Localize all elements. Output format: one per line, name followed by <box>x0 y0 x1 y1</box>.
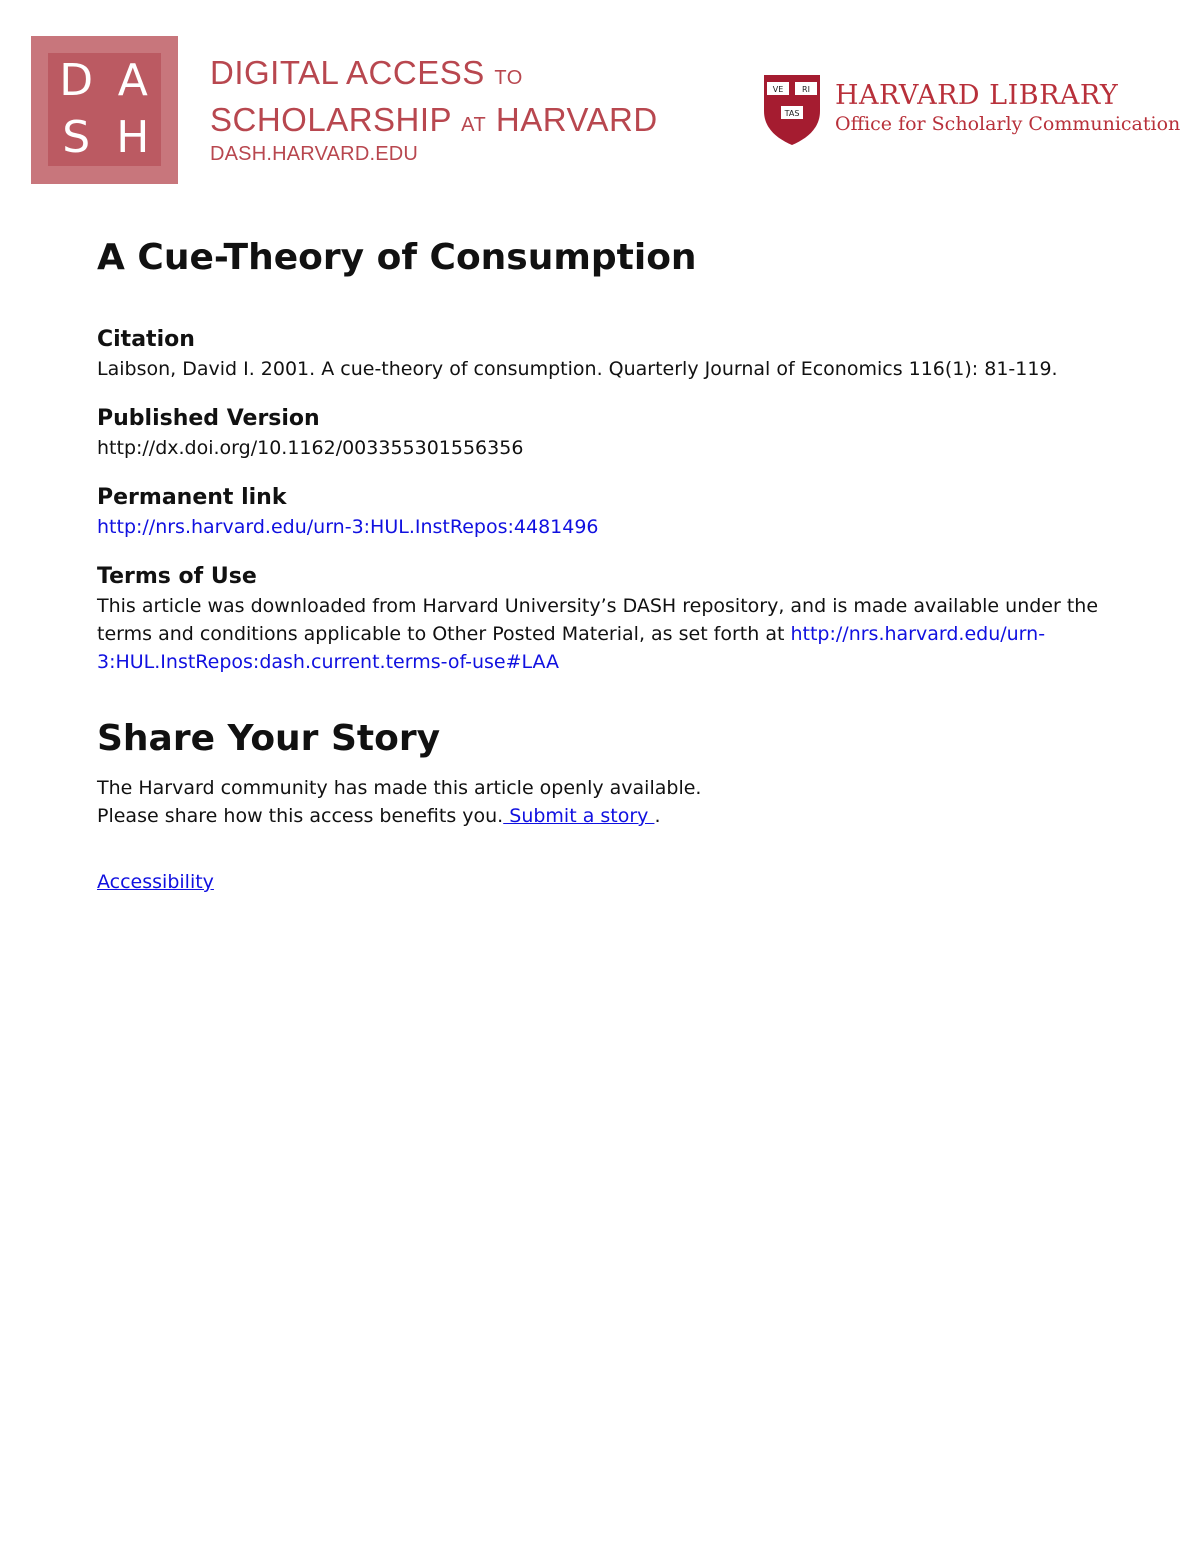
terms-of-use-section <box>97 563 1107 676</box>
harvard-library-wordmark <box>835 80 1180 136</box>
share-line-1: The Harvard community has made this article openly available. <box>97 777 702 799</box>
permanent-link-heading: Permanent link <box>97 485 287 510</box>
terms-of-use-text: This article was downloaded from Harvard University’s DASH repository, and is made available under the terms and conditions applicable to Other Posted Material, as set forth at <box>97 595 1099 645</box>
permanent-link-row <box>97 513 1107 541</box>
citation-text: Laibson, David I. 2001. A cue-theory of consumption. Quarterly Journal of Economics 116(1): 81-119. <box>97 358 1058 380</box>
accessibility-link[interactable]: Accessibility <box>97 871 214 893</box>
share-line-2-row <box>97 802 1107 830</box>
terms-of-use-heading: Terms of Use <box>97 564 257 589</box>
terms-of-use-link[interactable]: http://nrs.harvard.edu/urn-3:HUL.InstRepos:dash.current.terms-of-use#LAA <box>97 623 1046 673</box>
accessibility-row <box>97 868 1107 896</box>
document-title: A Cue-Theory of Consumption <box>97 237 697 278</box>
share-your-story-heading: Share Your Story <box>97 718 441 759</box>
published-version-section <box>97 405 1107 462</box>
dash-title-to: TO <box>494 67 523 89</box>
submit-story-link[interactable]: Submit a story <box>503 805 655 827</box>
citation-heading: Citation <box>97 327 195 352</box>
main-content <box>97 228 1107 896</box>
share-period: . <box>654 805 661 827</box>
dash-logo-grid <box>48 53 161 166</box>
dash-letter-h: H <box>116 111 150 163</box>
published-version-text: http://dx.doi.org/10.1162/003355301556356 <box>97 437 524 459</box>
dash-title-line2 <box>210 99 658 146</box>
dash-title-at: AT <box>461 114 487 136</box>
terms-of-use-body <box>97 592 1107 676</box>
permanent-link[interactable]: http://nrs.harvard.edu/urn-3:HUL.InstRepos:4481496 <box>97 516 599 538</box>
dash-logo <box>31 36 178 184</box>
dash-letter-d: D <box>59 55 94 106</box>
harvard-library-title: HARVARD LIBRARY <box>835 80 1119 111</box>
dash-title-scholarship: SCHOLARSHIP <box>210 101 452 138</box>
permanent-link-section <box>97 484 1107 541</box>
dash-title <box>210 52 658 146</box>
shield-text-ri: RI <box>802 85 810 94</box>
shield-text-tas: TAS <box>784 109 800 118</box>
harvard-library-subtitle: Office for Scholarly Communication <box>835 113 1181 135</box>
dash-title-digital-access: DIGITAL ACCESS <box>210 54 485 91</box>
shield-text-ve: VE <box>772 85 784 94</box>
dash-title-line1 <box>210 52 658 99</box>
dash-url[interactable]: DASH.HARVARD.EDU <box>210 143 419 165</box>
harvard-shield-icon <box>762 73 822 147</box>
share-your-story-body <box>97 774 1107 830</box>
published-version-heading: Published Version <box>97 406 320 431</box>
citation-section <box>97 326 1107 383</box>
dash-letter-a: A <box>117 55 148 106</box>
share-line-2: Please share how this access benefits you. <box>97 805 504 827</box>
dash-letter-s: S <box>62 111 91 163</box>
dash-title-harvard: HARVARD <box>495 101 658 138</box>
